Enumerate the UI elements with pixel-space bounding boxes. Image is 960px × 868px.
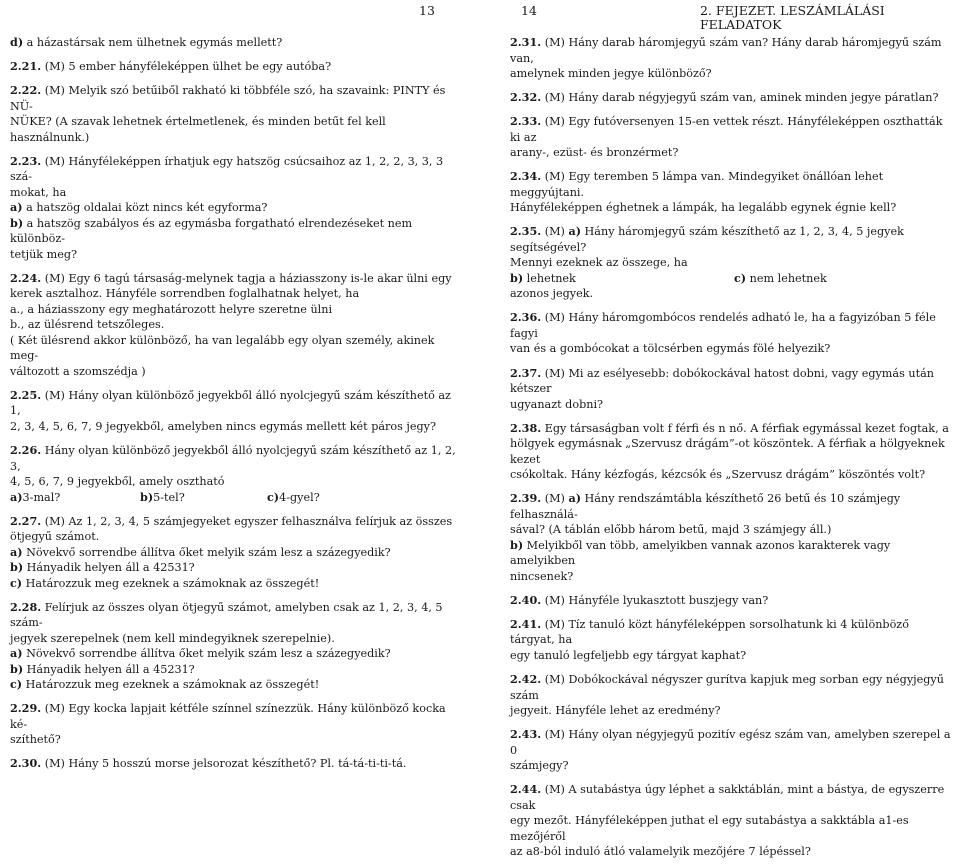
problem-item [10,59,458,75]
line-text: 4-gyel? [279,490,320,504]
bold-label: a) [10,646,23,661]
problem-item [510,593,953,609]
line-text: b., az ülésrend tetszőleges. [10,318,165,332]
problem-line [510,341,953,357]
problem-line [10,600,458,631]
problem-line [510,703,953,719]
problem-line [510,66,953,82]
problem-item [510,617,953,664]
problem-item [510,90,953,106]
problem-line [510,169,953,200]
answer-option [734,271,827,287]
line-text: (M) Hányféle lyukasztott buszjegy van? [541,593,769,607]
problem-line [510,224,953,255]
line-text: Határozzuk meg ezeknek a számoknak az összegét! [22,678,320,692]
bold-label: 2.42. [510,672,542,687]
problem-item [510,114,953,161]
problem-line [10,646,458,662]
problem-column [10,35,458,781]
bold-label: b) [10,215,24,230]
line-text: (M) Hány darab háromjegyű szám van? Hány darab háromjegyű szám van, [510,36,942,65]
problem-line [10,756,458,772]
problem-line [10,317,458,333]
line-text: (M) 5 ember hányféleképpen ülhet be egy autóba? [41,60,332,74]
line-text: Növekvő sorrendbe állítva őket melyik szám lesz a százegyedik? [22,647,391,661]
problem-item [510,491,953,584]
bold-label: d) [10,35,24,49]
line-text: 3-mal? [22,490,61,504]
line-text: Hányadik helyen áll a 42531? [23,561,195,575]
bold-label: b) [510,537,524,552]
problem-line [10,419,458,435]
line-text: szíthető? [10,733,61,747]
bold-label: 2.28. [10,599,42,614]
page-number: 13 [419,3,435,18]
line-text: (M) Egy kocka lapjait kétféle színnel színezzük. Hány különböző kocka ké- [10,702,446,731]
bold-label: 2.38. [510,420,542,435]
problem-line [10,114,458,145]
problem-line [510,569,953,585]
problem-line [10,247,458,263]
line-text: nem lehetnek [746,271,827,285]
bold-label: 2.22. [10,83,42,98]
problem-line [510,672,953,703]
problem-line [510,491,953,522]
bold-label: 2.27. [10,513,42,528]
line-text: 2, 3, 4, 5, 6, 7, 9 jegyekből, amelyben nincs egymás mellett két páros jegy? [10,419,436,433]
line-text: egy mezőt. Hányféleképpen juthat el egy sutabástya a sakktábla a1-es mezőjéről [510,814,909,843]
bold-label: 2.24. [10,270,42,285]
problem-line [510,145,953,161]
line-text: (M) Egy futóversenyen 15-en vettek részt. Hányféleképpen oszthatták ki az [510,115,943,144]
problem-line [510,522,953,538]
problem-line [10,333,458,364]
line-text: jegyek szerepelnek (nem kell mindegyiknek szerepelnie). [10,631,335,645]
bold-label: a) [568,224,581,239]
line-text: nincsenek? [510,569,574,583]
problem-item [10,388,458,435]
problem-line [510,813,953,844]
line-text: egy tanuló legfeljebb egy tárgyat kaphat? [510,648,747,662]
line-text: amelynek minden jegye különböző? [510,67,712,80]
answer-option [510,271,734,287]
line-text: van és a gombócokat a tölcsérben egymás fölé helyezik? [510,342,831,356]
problem-line [10,154,458,185]
problem-line [510,366,953,397]
line-text: mokat, ha [10,185,67,199]
line-text: (M) Hány olyan különböző jegyekből álló nyolcjegyű szám készíthető az 1, [10,388,451,418]
line-text: jegyeit. Hányféle lehet az eredmény? [510,704,721,718]
line-text: NÜKE? (A szavak lehetnek értelmetlenek, és minden betűt fel kell használnunk.) [10,115,386,144]
line-text: számjegy? [510,759,569,773]
problem-item [10,600,458,693]
problem-line [510,593,953,609]
bold-label: a) [10,544,23,559]
problem-line [10,631,458,647]
answer-option [267,490,320,506]
problem-line [510,114,953,145]
problem-line [510,200,953,216]
bold-label: c) [10,677,23,692]
problem-line [10,545,458,561]
bold-label: 2.29. [10,701,42,716]
answer-options [10,490,458,506]
line-text: kerek asztalhoz. Hányféle sorrendben foglalhatnak helyet, ha [10,287,360,301]
right-page [480,0,960,859]
bold-label: 2.25. [10,387,42,402]
line-text: Hány háromjegyű szám készíthető az 1, 2, 3, 4, 5 jegyek segítségével? [510,225,904,254]
bold-label: 2.21. [10,59,42,74]
problem-item [10,701,458,748]
problem-line [510,35,953,66]
bold-label: a) [10,200,23,215]
line-text: 5-tel? [153,490,185,504]
problem-line [10,732,458,748]
bold-label: a) [10,489,23,504]
line-text: Növekvő sorrendbe állítva őket melyik szám lesz a százegyedik? [22,545,391,559]
problem-line [510,467,953,483]
line-text: (M) Tíz tanuló közt hányféleképpen sorsolhatunk ki 4 különböző tárgyat, ha [510,617,909,647]
problem-line [10,474,458,490]
problem-item [510,727,953,774]
line-text: (M) [541,225,569,239]
line-text: sával? (A táblán előbb három betű, majd 3 számjegy áll.) [510,523,832,537]
answer-options [510,271,953,287]
line-text: (M) Hány háromgombócos rendelés adható le, ha a fagyizóban 5 féle fagyi [510,311,936,340]
line-text: Hány rendszámtábla készíthető 26 betű és 10 számjegy felhasználá- [510,492,901,521]
problem-line [510,538,953,569]
bold-label: c) [267,489,280,504]
answer-option [140,490,267,506]
line-text: (M) Hány 5 hosszú morse jelsorozat készíthető? Pl. tá-tá-ti-ti-tá. [41,757,407,771]
line-text: Egy társaságban volt f férfi és n nő. A férfiak egymással kezet fogtak, a [541,421,949,435]
line-text: (M) [541,492,569,506]
bold-label: 2.43. [510,727,542,742]
line-text: változott a szomszédja ) [10,364,146,378]
bold-label: 2.32. [510,90,542,105]
line-text: Hányadik helyen áll a 45231? [23,662,195,676]
problem-line [10,701,458,732]
line-text: Mennyi ezeknek az összege, ha [510,256,688,270]
problem-line [10,560,458,576]
line-text: (M) Dobókockával négyszer gurítva kapjuk meg sorban egy négyjegyű szám [510,673,944,702]
line-text: Melyikből van több, amelyikben vannak azonos karakterek vagy amelyikben [510,538,891,568]
problem-line [10,388,458,419]
left-page [0,0,480,771]
line-text: a házastársak nem ülhetnek egymás mellett? [23,36,283,49]
problem-line [10,216,458,247]
problem-line [10,302,458,318]
problem-line [510,782,953,813]
line-text: (M) Hány olyan négyjegyű pozitív egész szám van, amelyben szerepel a 0 [510,728,951,757]
bold-label: 2.33. [510,114,542,129]
line-text: ( Két ülésrend akkor különböző, ha van legalább egy olyan személy, akinek meg- [10,333,435,363]
problem-line [510,617,953,648]
problem-line [10,35,458,51]
line-text: a., a háziasszony egy meghatározott helyre szeretne ülni [10,302,333,316]
line-text: Felírjuk az összes olyan ötjegyű számot, amelyben csak az 1, 2, 3, 4, 5 szám- [10,600,443,630]
problem-line [510,255,953,271]
problem-line [10,443,458,474]
problem-line [510,436,953,467]
problem-item [510,35,953,82]
problem-line [10,662,458,678]
problem-item [10,271,458,380]
line-text: Határozzuk meg ezeknek a számoknak az összegét! [22,576,320,590]
bold-label: 2.39. [510,491,542,506]
problem-line [510,844,953,860]
line-text: az a8-ból induló átló valamelyik mezőjére 7 lépéssel? [510,845,811,859]
problem-line [10,286,458,302]
line-text: (M) Egy 6 tagú társaság-melynek tagja a háziasszony is-le akar ülni egy [41,271,452,285]
problem-line [510,648,953,664]
problem-line [510,727,953,758]
line-text: (M) Az 1, 2, 3, 4, 5 számjegyeket egyszer felhasználva felírjuk az összes [41,514,453,528]
line-text: ötjegyű számot. [10,530,100,544]
bold-label: b) [10,560,24,575]
line-text: azonos jegyek. [510,287,594,301]
line-text: (M) Egy teremben 5 lámpa van. Mindegyiket önállóan lehet meggyújtani. [510,170,884,199]
bold-label: b) [10,661,24,676]
bold-label: 2.40. [510,592,542,607]
bold-label: 2.30. [10,756,42,771]
line-text: (M) Hányféleképpen írhatjuk egy hatszög csúcsaihoz az 1, 2, 2, 3, 3, 3 szá- [10,154,444,184]
bold-label: 2.41. [510,616,542,631]
line-text: Hány olyan különböző jegyekből álló nyolcjegyű szám készíthető az 1, 2, 3, [10,444,456,473]
bold-label: c) [10,575,23,590]
problem-line [10,677,458,693]
problem-line [10,185,458,201]
line-text: hölgyek egymásnak „Szervusz drágám”-ot köszöntek. A férfiak a hölgyeknek kezet [510,437,945,466]
bold-label: 2.23. [10,153,42,168]
problem-item [510,310,953,357]
bold-label: 2.26. [10,443,42,458]
bold-label: a) [568,491,581,506]
problem-item [510,224,953,302]
problem-line [10,576,458,592]
bold-label: 2.37. [510,365,542,380]
answer-option [10,490,140,506]
bold-label: c) [734,270,747,285]
problem-line [510,286,953,302]
line-text: arany-, ezüst- és bronzérmet? [510,146,679,160]
bold-label: 2.36. [510,310,542,325]
bold-label: 2.44. [510,782,542,797]
line-text: (M) Hány darab négyjegyű szám van, aminek minden jegye páratlan? [541,91,939,105]
problem-item [10,83,458,145]
problem-item [10,154,458,263]
bold-label: 2.35. [510,224,542,239]
line-text: 4, 5, 6, 7, 9 jegyekből, amely osztható [10,475,225,489]
line-text: Hányféleképpen éghetnek a lámpák, ha legalább egynek égnie kell? [510,201,897,215]
problem-item [10,756,458,772]
problem-column [510,35,953,868]
line-text: tetjük meg? [10,247,78,261]
problem-line [510,421,953,437]
problem-item [10,443,458,505]
problem-item [510,169,953,216]
problem-item [510,421,953,483]
problem-line [10,59,458,75]
line-text: a hatszög szabályos és az egymásba forgatható elrendezéseket nem különböz- [10,216,413,246]
line-text: csókoltak. Hány kézfogás, kézcsók és „Szervusz drágám” köszöntés volt? [510,468,926,482]
problem-item [510,782,953,860]
problem-line [10,514,458,530]
line-text: (M) Mi az esélyesebb: dobókockával hatost dobni, vagy egymás után kétszer [510,366,934,396]
chapter-title: 2. FEJEZET. LESZÁMLÁLÁSI FELADATOK [700,3,885,32]
line-text: a hatszög oldalai közt nincs két egyforma? [22,201,268,215]
line-text: lehetnek [523,271,576,285]
line-text: (M) A sutabástya úgy léphet a sakktáblán, mint a bástya, de egyszerre csak [510,783,945,812]
bold-label: b) [140,489,154,504]
problem-line [10,271,458,287]
bold-label: 2.34. [510,169,542,184]
line-text: ugyanazt dobni? [510,397,604,411]
line-text: (M) Melyik szó betűiből rakható ki többféle szó, ha szavaink: PINTY és NÜ- [10,84,446,113]
problem-line [10,83,458,114]
problem-line [10,200,458,216]
problem-line [510,397,953,413]
problem-line [510,758,953,774]
problem-line [10,529,458,545]
problem-item [510,366,953,413]
bold-label: b) [510,270,524,285]
problem-line [10,364,458,380]
problem-item [510,672,953,719]
problem-item [10,35,458,51]
problem-line [510,310,953,341]
problem-line [510,90,953,106]
problem-item [10,514,458,592]
bold-label: 2.31. [510,35,542,49]
page-number: 14 [521,3,537,18]
